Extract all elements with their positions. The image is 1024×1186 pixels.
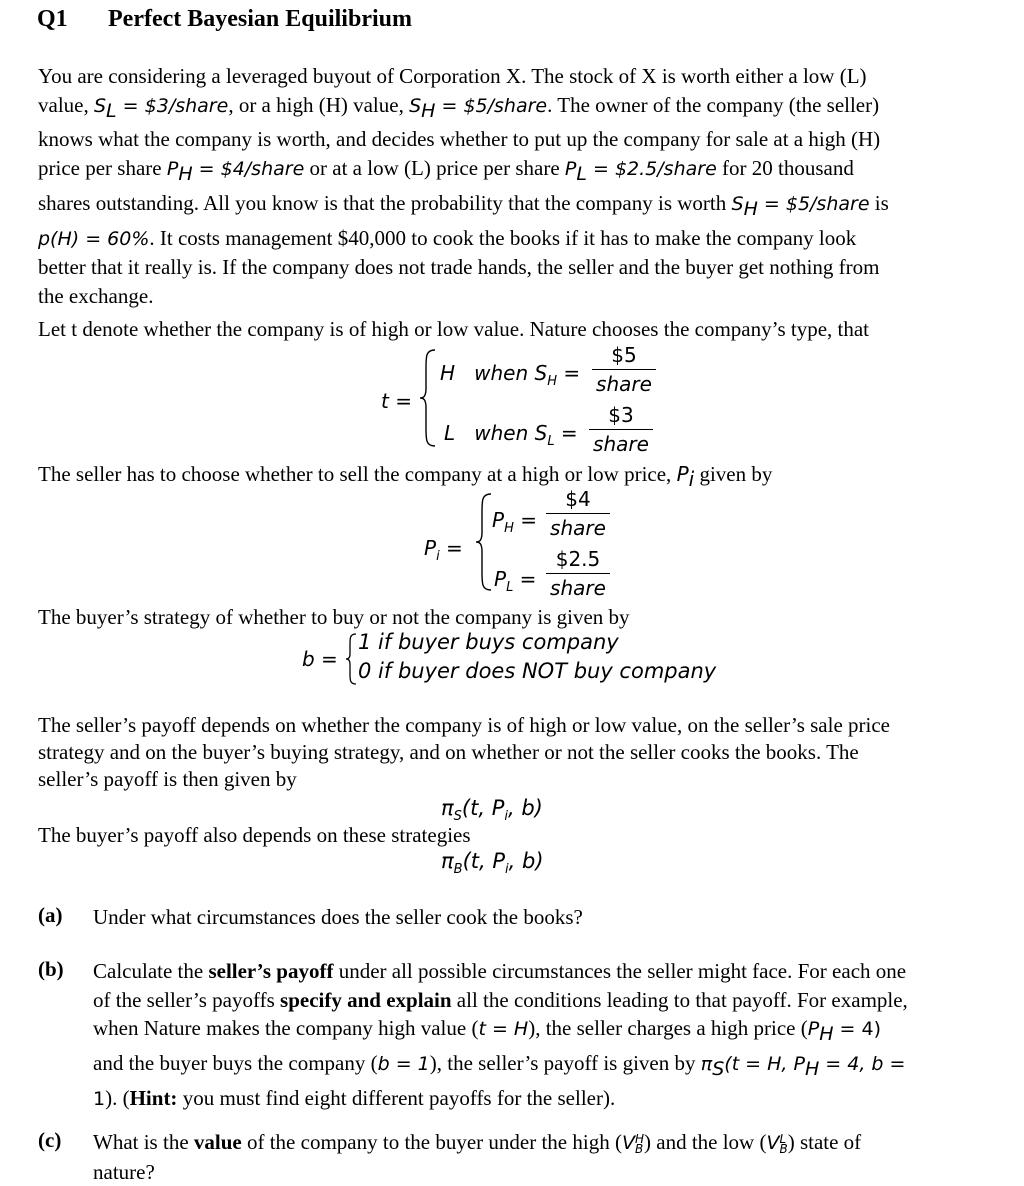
buyer-not-buy-row: 0 if buyer does NOT buy company [358, 659, 717, 683]
payoff-line-2: strategy and on the buyer’s buying strategy, and on whether or not the seller cooks the books. The [38, 740, 859, 764]
intro-paragraph [38, 62, 988, 310]
buyer-b-equals: b = [302, 647, 338, 671]
intro-line-3: knows what the company is worth, and decides whether to put up the company for sale at a high (H) [38, 127, 881, 152]
price-pi-equals: $P_i$ = [424, 536, 463, 564]
type-h-row: H when $S_H$ = [440, 361, 581, 389]
price-ph-row: $P_H$ = [492, 508, 537, 536]
payoff-line-1: The seller’s payoff depends on whether the company is of high or low value, on the seller’s sale price [38, 713, 891, 737]
type-l-fraction: $3 share [589, 403, 653, 456]
type-l-row: L when $S_L$ = [444, 421, 578, 449]
intro-line-2: value, $S_L$ = $3/share, or a high (H) value, $S_H$ = $5/share. The owner of the company (the seller) [38, 92, 880, 122]
intro-line-6: p(H) = 60%. It costs management $40,000 to cook the books if it has to make the company look [38, 225, 857, 250]
price-brace [474, 492, 494, 592]
nature-text: Let t denote whether the company is of high or low value. Nature chooses the company’s type, that [38, 317, 870, 341]
question-a-label: (a) [38, 903, 63, 927]
question-title: Perfect Bayesian Equilibrium [108, 6, 412, 32]
question-number: Q1 [37, 6, 68, 32]
type-h-fraction: $5 share [592, 343, 656, 396]
payoff-paragraph [38, 712, 988, 793]
price-pl-row: $P_L$ = [494, 567, 537, 595]
intro-line-7: better that it really is. If the company does not trade hands, the seller and the buyer get nothing from [38, 255, 880, 280]
seller-payoff-formula: $\pi_S(t$, $P_i$, b) [441, 796, 543, 825]
intro-line-8: the exchange. [38, 283, 154, 308]
price-ph-fraction: $4 share [546, 487, 610, 540]
question-b-label: (b) [38, 957, 64, 981]
payoff-line-3: seller’s payoff is then given by [38, 767, 297, 791]
buyer-payoff-formula: $\pi_B(t$, $P_i$, b) [441, 849, 544, 878]
intro-line-5: shares outstanding. All you know is that the probability that the company is worth $S_H$ = $5/share is [38, 190, 889, 220]
question-c-text: What is the value of the company to the buyer under the high (V H B ) and the low (V L B ) state of nature? [93, 1130, 862, 1184]
price-pl-fraction: $2.5 share [546, 547, 610, 600]
type-brace [418, 348, 438, 448]
buyer-buys-row: 1 if buyer buys company [358, 630, 619, 654]
question-c-label: (c) [38, 1128, 62, 1152]
type-t-equals: t = [381, 389, 412, 413]
seller-price-text: The seller has to choose whether to sell the company at a high or low price, $P_i$ given by [38, 462, 773, 492]
intro-line-4: price per share $P_H$ = $4/share or at a low (L) price per share $P_L$ = $2.5/share for 20 thousand [38, 155, 854, 186]
buyer-strategy-text: The buyer’s strategy of whether to buy or not the company is given by [38, 605, 630, 629]
buyer-payoff-text: The buyer’s payoff also depends on these strategies [38, 823, 471, 847]
question-b-text: Calculate the seller’s payoff under all possible circumstances the seller might face. For each one of the seller’s payoffs specify and explain all the conditions leading to that payoff. For example, when Nature makes the company high value (t = H), the seller charges a high price $(P_H = 4)$ and the buyer buys the company (b = 1), the seller’s payoff is given by $\pi_S(t = H$, $P_H = 4$, b = 1). (Hint: you must find eight different payoffs for the seller). [93, 959, 908, 1110]
intro-line-1: You are considering a leveraged buyout of Corporation X. The stock of X is worth either a low (L) [38, 64, 867, 88]
buyer-brace [344, 632, 358, 686]
question-a-text: Under what circumstances does the seller cook the books? [93, 905, 583, 929]
